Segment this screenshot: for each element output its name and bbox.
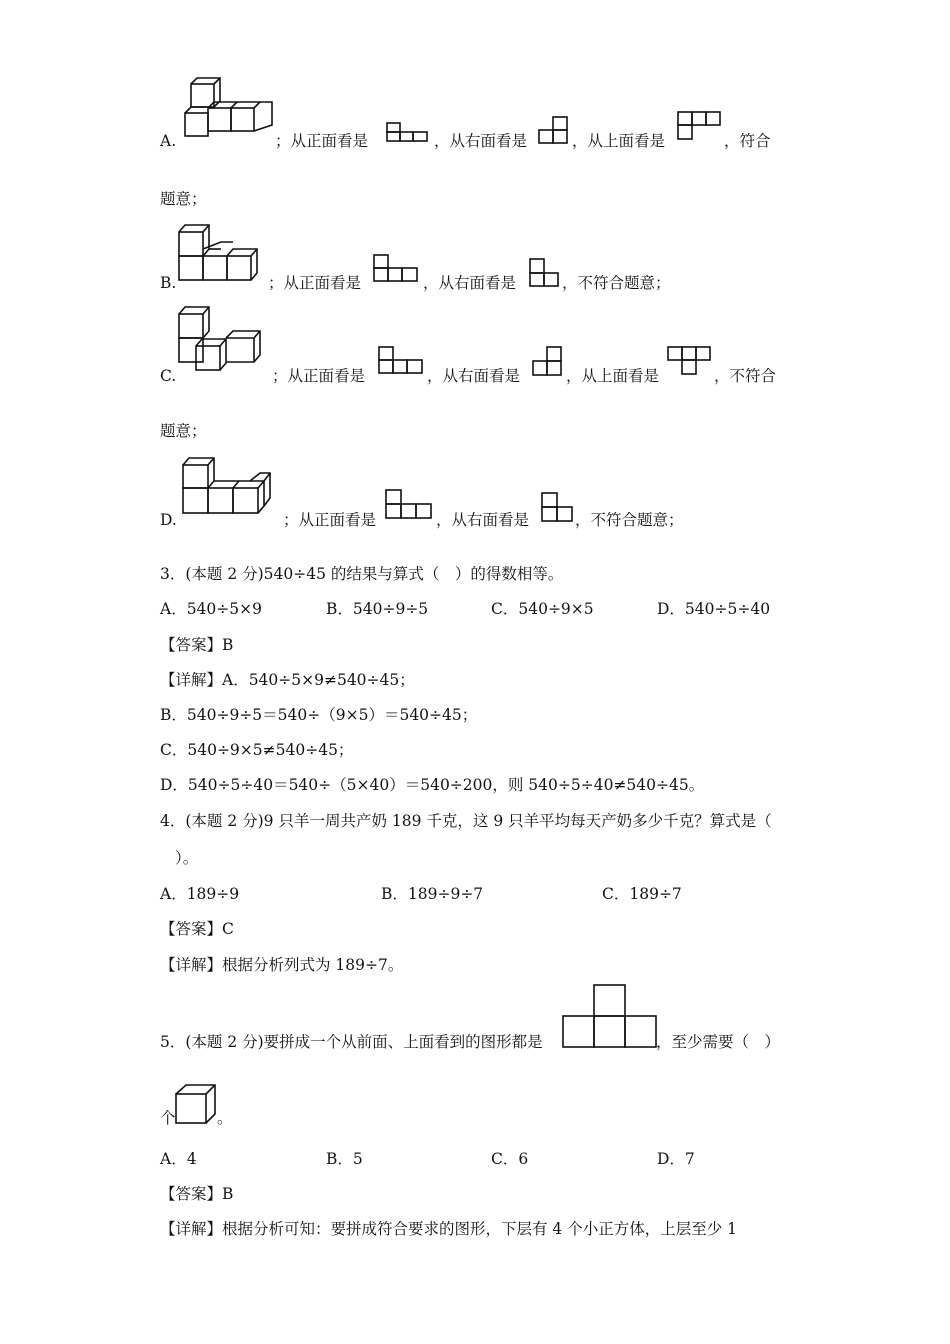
q5-stem-end: ，至少需要（ ） — [656, 1033, 781, 1051]
option-c-cont: 题意； — [160, 422, 207, 440]
top-view-a — [676, 110, 722, 142]
option-c-line: C. — [160, 367, 177, 385]
option-d-text: ；从正面看是 — [283, 511, 377, 529]
q5-option-b: B．5 — [326, 1150, 363, 1168]
option-c-text: ；从正面看是 — [272, 367, 366, 385]
front-view-a — [385, 122, 431, 144]
option-d-end: ，不符合题意； — [575, 511, 684, 529]
q5-detail: 【详解】根据分析可知：要拼成符合要求的图形，下层有 4 个小正方体，上层至少 1 — [160, 1220, 738, 1238]
q3-detail-a: 【详解】A．540÷5×9≠540÷45； — [160, 671, 415, 689]
q5-cont-end: 。 — [217, 1109, 233, 1127]
q3-option-c: C．540÷9×5 — [491, 600, 594, 618]
q3-option-d: D．540÷5÷40 — [657, 600, 771, 618]
q4-detail: 【详解】根据分析列式为 189÷7。 — [160, 956, 404, 974]
q3-option-a: A．540÷5×9 — [160, 600, 262, 618]
option-c-end: ，不符合 — [714, 367, 777, 385]
option-c-right-text: ，从右面看是 — [427, 367, 521, 385]
top-view-c — [666, 345, 714, 379]
option-a-text: ；从正面看是 — [275, 132, 369, 150]
q3-detail-d: D．540÷5÷40＝540÷（5×40）＝540÷200，则 540÷5÷40≠540÷45。 — [160, 776, 705, 794]
q5-option-a: A．4 — [160, 1150, 197, 1168]
option-a-right-text: ，从右面看是 — [434, 132, 528, 150]
option-b-end: ，不符合题意； — [562, 274, 671, 292]
front-view-d — [384, 488, 434, 522]
q4-stem-cont: ）。 — [175, 849, 199, 867]
cube-figure-d — [180, 455, 276, 519]
option-a-end: ，符合 — [724, 132, 771, 150]
q4-option-b: B．189÷9÷7 — [381, 885, 484, 903]
cube-icon — [174, 1082, 218, 1126]
right-view-c — [530, 345, 566, 379]
q5-view-figure — [562, 984, 658, 1048]
option-b-text: ；从正面看是 — [268, 274, 362, 292]
option-d-right-text: ，从右面看是 — [436, 511, 530, 529]
q3-answer: 【答案】B — [160, 636, 234, 654]
q4-stem: 4．(本题 2 分)9 只羊一周共产奶 189 千克，这 9 只羊平均每天产奶多少千克？算式是（ — [160, 812, 772, 830]
q5-cont-start: 个 — [160, 1109, 176, 1127]
option-d-line: D. — [160, 511, 177, 529]
front-view-c — [377, 345, 425, 377]
cube-figure-b — [176, 222, 266, 288]
front-view-b — [372, 253, 420, 285]
option-b-line: B. — [160, 274, 177, 292]
q3-option-b: B．540÷9÷5 — [326, 600, 429, 618]
q3-stem: 3．(本题 2 分)540÷45 的结果与算式（ ）的得数相等。 — [160, 565, 564, 583]
q4-option-c: C．189÷7 — [602, 885, 682, 903]
q3-detail-b: B．540÷9÷5＝540÷（9×5）＝540÷45； — [160, 706, 478, 724]
q4-answer: 【答案】C — [160, 920, 234, 938]
q5-option-c: C．6 — [491, 1150, 529, 1168]
q4-option-a: A．189÷9 — [160, 885, 240, 903]
q5-stem: 5．(本题 2 分)要拼成一个从前面、上面看到的图形都是 — [160, 1033, 543, 1051]
option-b-right-text: ，从右面看是 — [423, 274, 517, 292]
cube-figure-c — [176, 304, 266, 374]
q5-option-d: D．7 — [657, 1150, 695, 1168]
q5-answer: 【答案】B — [160, 1185, 234, 1203]
cube-figure-a — [180, 76, 275, 142]
q3-detail-c: C．540÷9×5≠540÷45； — [160, 741, 354, 759]
option-a-line: A. — [160, 132, 177, 150]
right-view-b — [528, 257, 562, 289]
option-a-top-text: ，从上面看是 — [572, 132, 666, 150]
option-c-top-text: ，从上面看是 — [566, 367, 660, 385]
right-view-d — [540, 491, 576, 525]
option-a-cont: 题意； — [160, 190, 207, 208]
right-view-a — [537, 115, 571, 145]
